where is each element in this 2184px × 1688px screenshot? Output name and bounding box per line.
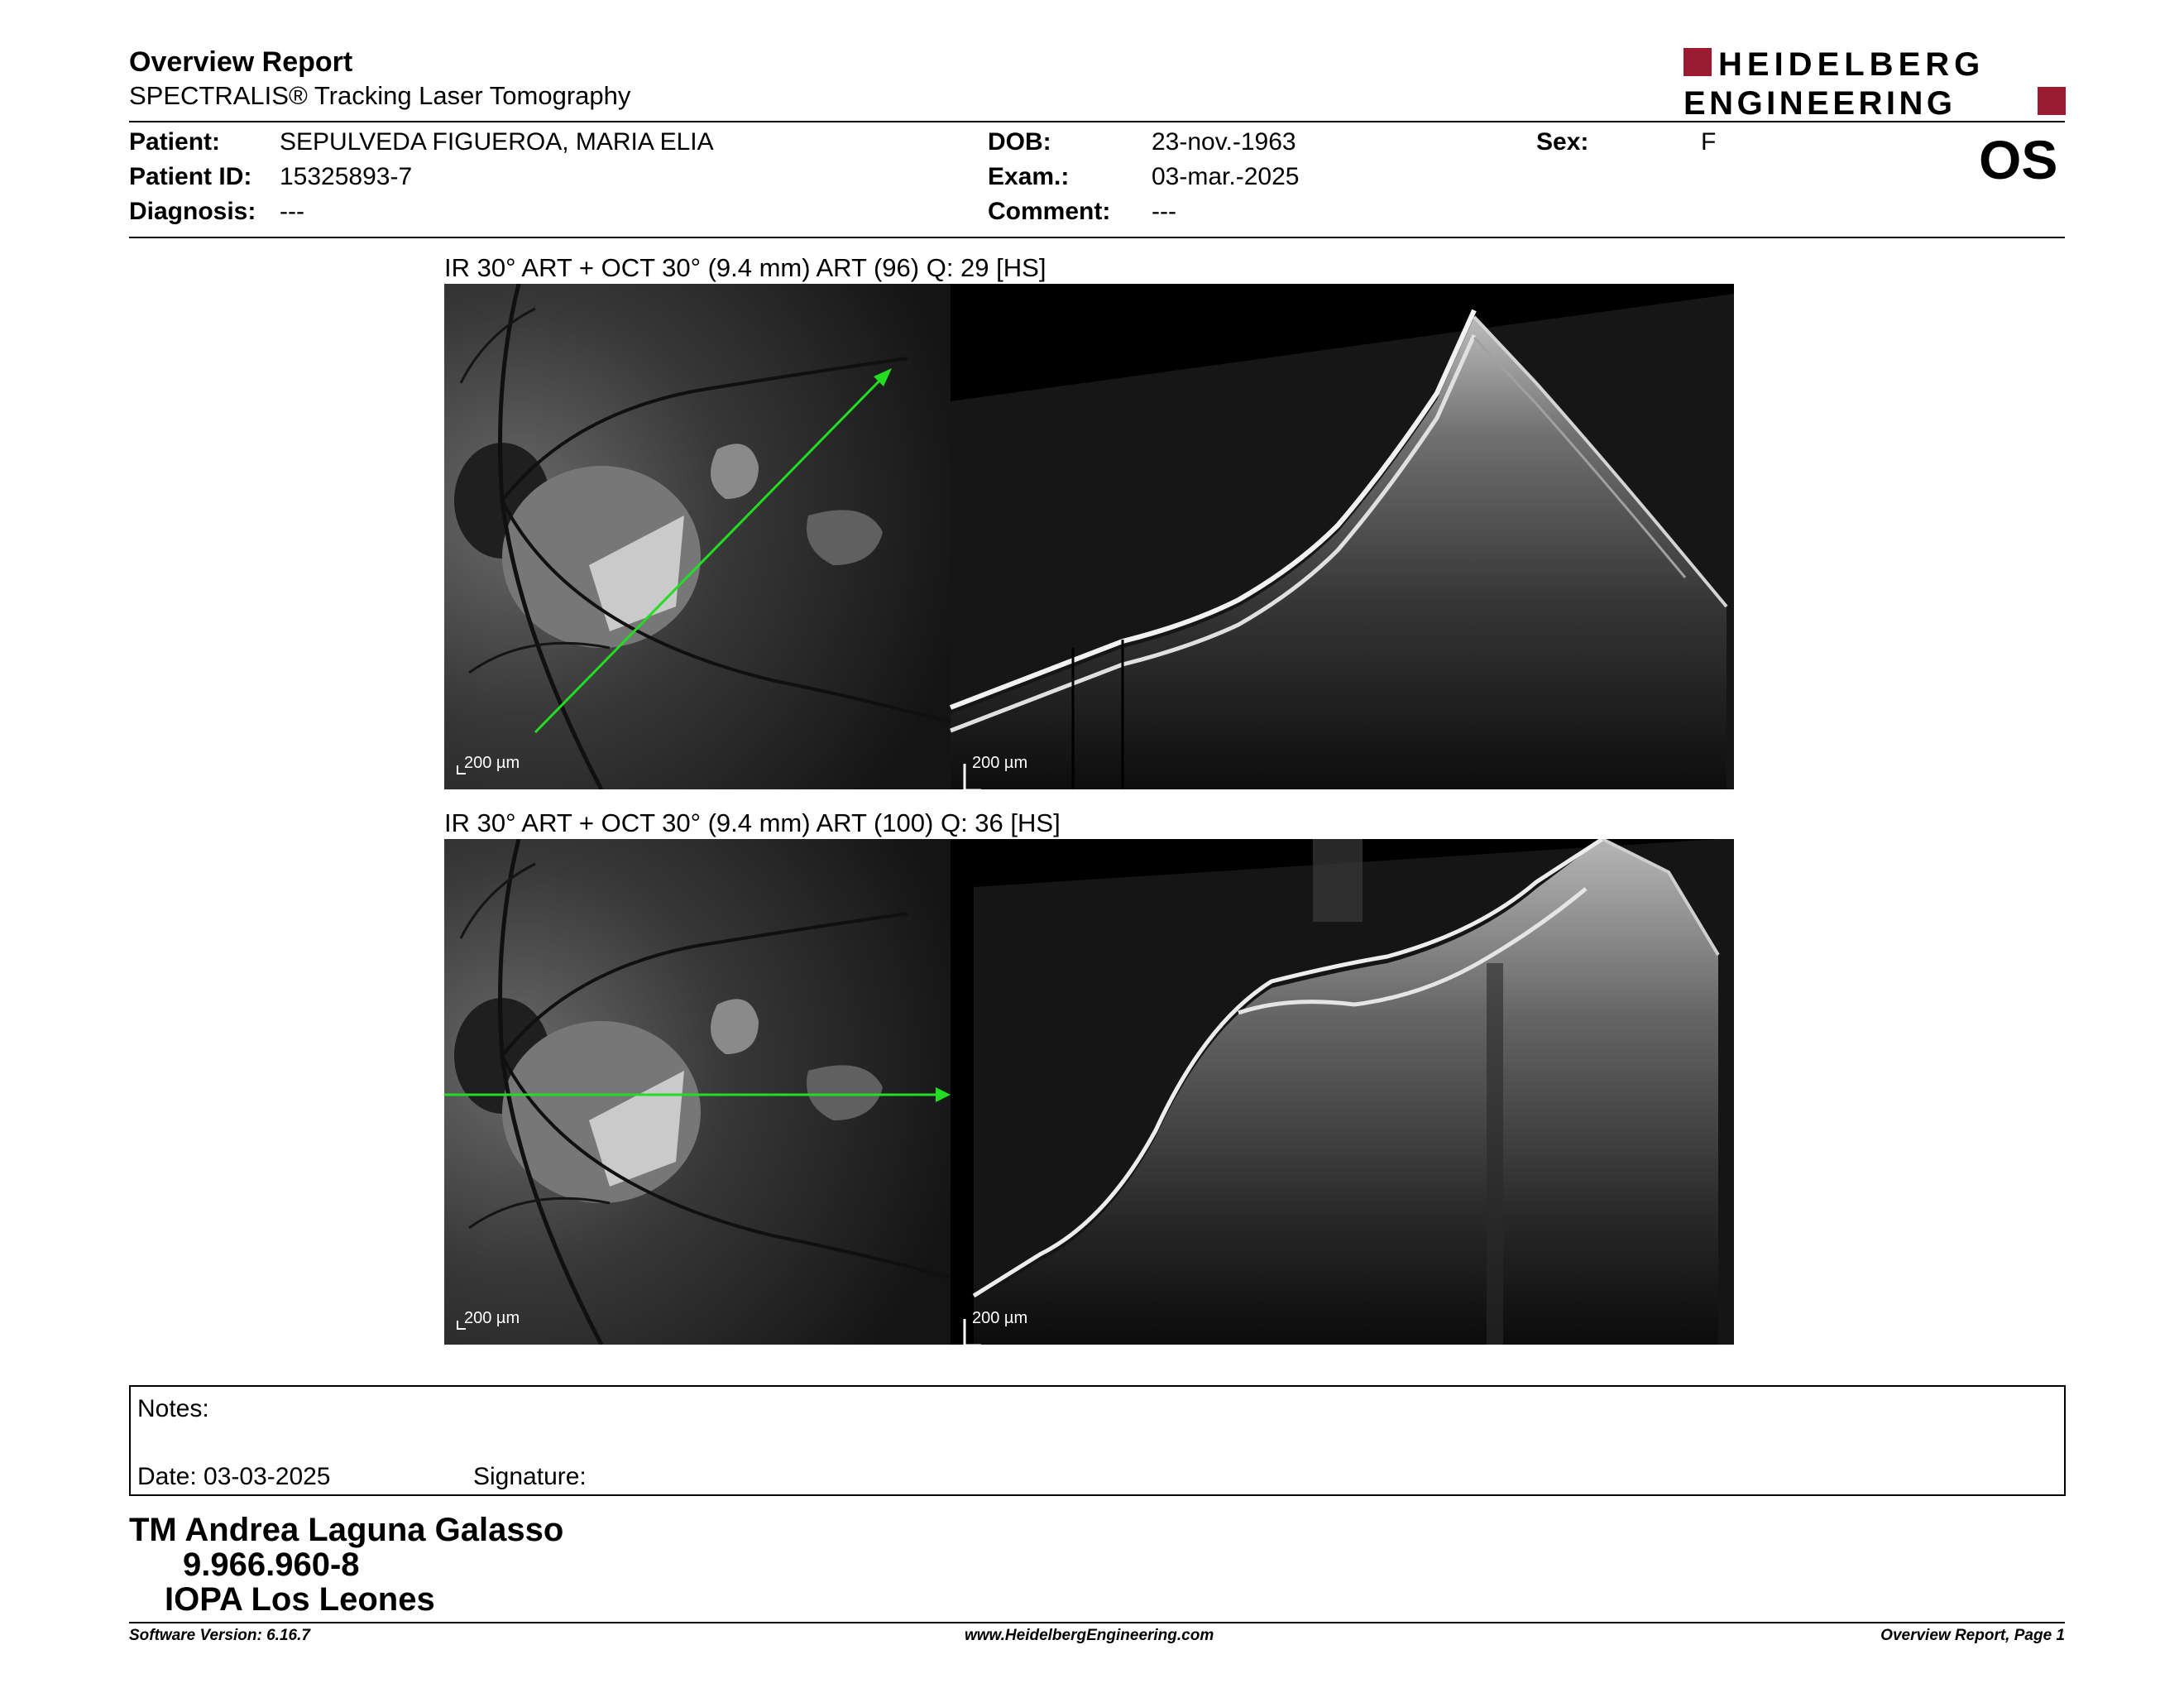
oct-scale-label: 200 µm (972, 1309, 1028, 1327)
notes-box[interactable] (129, 1385, 2066, 1496)
patient-id-value: 15325893-7 (280, 163, 413, 190)
signer-institution: IOPA Los Leones (165, 1581, 435, 1618)
scan-1-title: IR 30° ART + OCT 30° (9.4 mm) ART (96) Q: 29 [HS] (444, 253, 1046, 282)
scan-1-image (444, 284, 1734, 789)
software-version: Software Version: 6.16.7 (129, 1627, 310, 1644)
page-number: Overview Report, Page 1 (1880, 1627, 2065, 1644)
header-divider (129, 121, 2065, 122)
comment-value: --- (1152, 198, 1176, 225)
scan-2-image (444, 839, 1734, 1345)
diagnosis-value: --- (280, 198, 304, 225)
dob-value: 23-nov.-1963 (1152, 128, 1296, 156)
patient-id-label: Patient ID: (129, 163, 252, 190)
patient-value: SEPULVEDA FIGUEROA, MARIA ELIA (280, 128, 714, 156)
signer-id: 9.966.960-8 (183, 1547, 360, 1583)
eye-indicator: OS (1979, 129, 2058, 190)
ir-scale-label: 200 µm (464, 1309, 520, 1327)
exam-label: Exam.: (988, 163, 1070, 190)
ir-scale-label: 200 µm (464, 754, 520, 772)
sex-value: F (1701, 128, 1717, 156)
heidelberg-logo (1684, 46, 2066, 118)
report-title: Overview Report (129, 46, 353, 78)
website-link[interactable]: www.HeidelbergEngineering.com (965, 1627, 1214, 1644)
footer-divider (129, 1622, 2065, 1623)
date-label: Date: 03-03-2025 (137, 1463, 331, 1490)
patient-label: Patient: (129, 128, 221, 156)
diagnosis-label: Diagnosis: (129, 198, 256, 225)
report-subtitle: SPECTRALIS® Tracking Laser Tomography (129, 81, 631, 110)
oct-scale-label: 200 µm (972, 754, 1028, 772)
exam-value: 03-mar.-2025 (1152, 163, 1300, 190)
info-divider (129, 237, 2065, 238)
signer-name: TM Andrea Laguna Galasso (129, 1512, 564, 1548)
logo-line2: ENGINEERING (1684, 85, 1956, 118)
dob-label: DOB: (988, 128, 1051, 156)
notes-label: Notes: (137, 1395, 209, 1422)
logo-line1: HEIDELBERG (1718, 46, 1985, 83)
signature-label: Signature: (473, 1463, 587, 1490)
scan-2-title: IR 30° ART + OCT 30° (9.4 mm) ART (100) Q: 36 [HS] (444, 808, 1061, 837)
scan-2-panel (444, 839, 1734, 1345)
sex-label: Sex: (1536, 128, 1589, 156)
comment-label: Comment: (988, 198, 1111, 225)
scan-1-panel (444, 284, 1734, 789)
